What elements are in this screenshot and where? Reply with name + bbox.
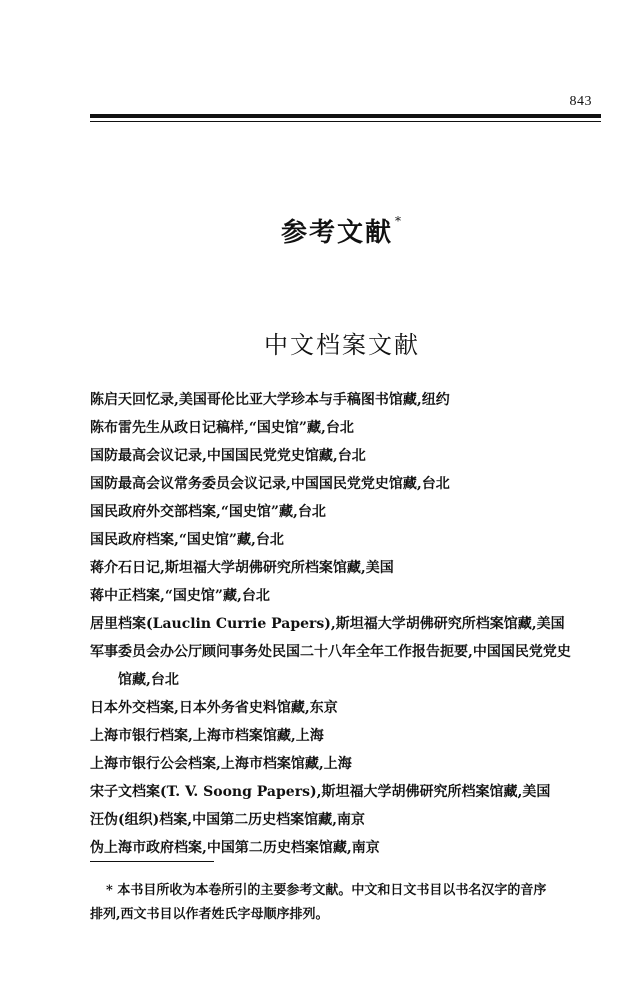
- archive-entry: [90, 498, 615, 526]
- archive-entry-text: 蒋介石日记,斯坦福大学胡佛研究所档案馆藏,美国: [90, 560, 394, 576]
- archive-entry: [90, 834, 615, 862]
- archive-entry-text: 宋子文档案(T. V. Soong Papers),斯坦福大学胡佛研究所档案馆藏,美国: [90, 784, 551, 800]
- footnote-line: 排列,西文书目以作者姓氏字母顺序排列。: [90, 907, 329, 922]
- archive-entry: [90, 610, 615, 638]
- archive-entry-text: 蒋中正档案,“国史馆”藏,台北: [90, 588, 270, 604]
- archive-entry-text: 上海市银行档案,上海市档案馆藏,上海: [90, 728, 324, 744]
- archive-entry-text: 汪伪(组织)档案,中国第二历史档案馆藏,南京: [90, 812, 365, 828]
- archive-entry: [90, 386, 615, 414]
- header-rule-thick: [90, 114, 601, 118]
- archive-entry: [90, 554, 615, 582]
- section-heading: 中文档案文献: [264, 331, 420, 359]
- archive-entry: [90, 638, 615, 694]
- archive-entry-text: 国民政府外交部档案,“国史馆”藏,台北: [90, 504, 326, 520]
- archive-entry: [90, 722, 615, 750]
- archive-entry: [90, 526, 615, 554]
- archive-entry-text: 日本外交档案,日本外务省史料馆藏,东京: [90, 700, 338, 716]
- archive-entry: [90, 750, 615, 778]
- archive-entry-text: 居里档案(Lauclin Currie Papers),斯坦福大学胡佛研究所档案馆藏,美国: [90, 616, 565, 632]
- archive-entry-text: 军事委员会办公厅顾问事务处民国二十八年全年工作报告扼要,中国国民党党史: [90, 644, 571, 660]
- archive-entry-text: 国民政府档案,“国史馆”藏,台北: [90, 532, 284, 548]
- archive-entry-text: 陈布雷先生从政日记稿样,“国史馆”藏,台北: [90, 420, 354, 436]
- archive-list: [90, 386, 615, 862]
- archive-entry-text: 陈启天回忆录,美国哥伦比亚大学珍本与手稿图书馆藏,纽约: [90, 392, 450, 408]
- archive-entry-text: 伪上海市政府档案,中国第二历史档案馆藏,南京: [90, 840, 380, 856]
- page-title: [0, 212, 644, 249]
- footnote: [90, 879, 605, 927]
- archive-entry: [90, 470, 615, 498]
- page-number: 843: [569, 94, 592, 109]
- page-title-text: 参考文献: [280, 218, 393, 248]
- footnote-divider: [90, 861, 214, 862]
- archive-entry-text: 国防最高会议记录,中国国民党党史馆藏,台北: [90, 448, 366, 464]
- header-rule-thin: [90, 121, 601, 122]
- archive-entry: [90, 414, 615, 442]
- archive-entry-continuation: 馆藏,台北: [118, 672, 179, 688]
- archive-entry: [90, 442, 615, 470]
- archive-entry: [90, 778, 615, 806]
- footnote-marker: *: [395, 214, 403, 229]
- archive-entry: [90, 582, 615, 610]
- archive-entry-text: 国防最高会议常务委员会议记录,中国国民党党史馆藏,台北: [90, 476, 450, 492]
- archive-entry: [90, 806, 615, 834]
- footnote-line: * 本书目所收为本卷所引的主要参考文献。中文和日文书目以书名汉字的音序: [106, 883, 547, 898]
- archive-entry: [90, 694, 615, 722]
- archive-entry-text: 上海市银行公会档案,上海市档案馆藏,上海: [90, 756, 352, 772]
